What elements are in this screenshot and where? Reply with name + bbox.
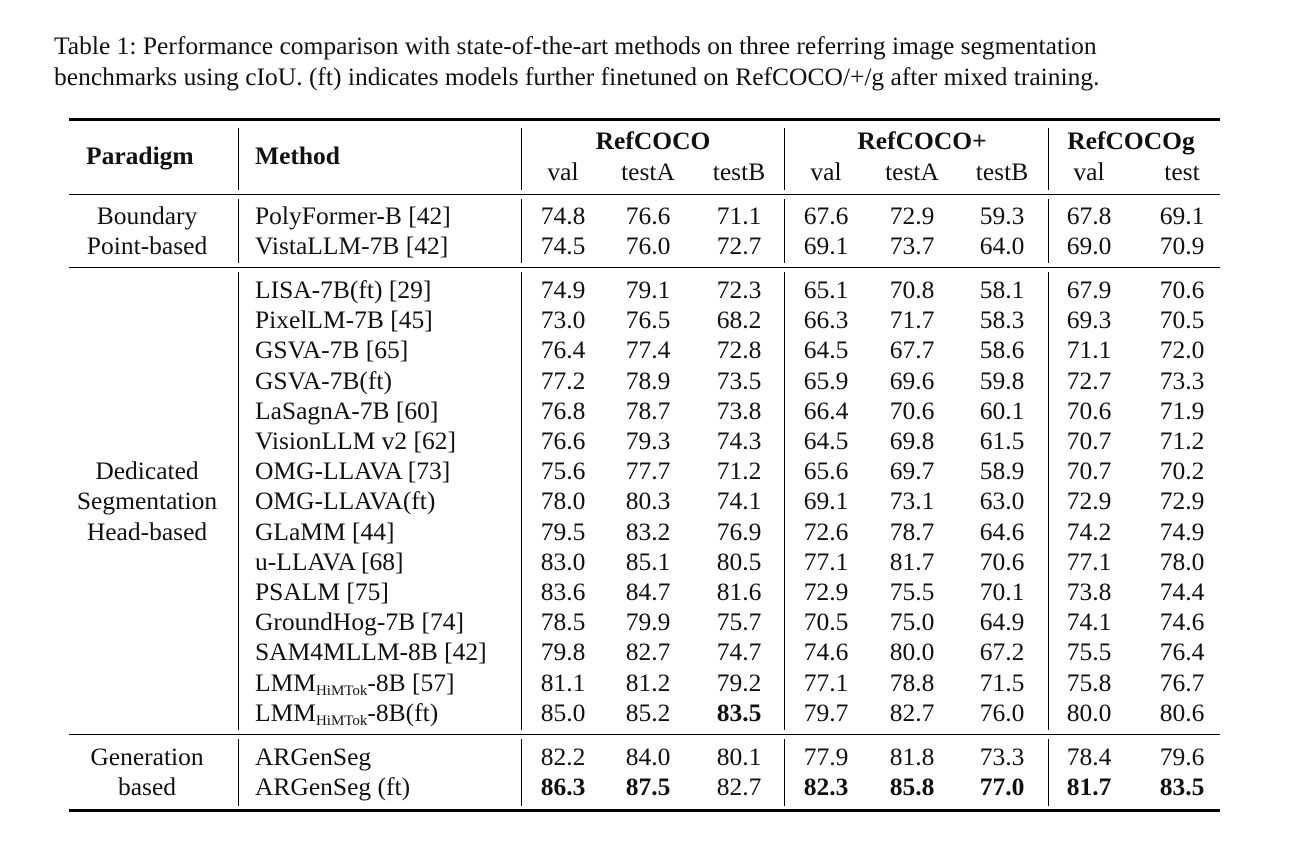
- table-cell: 83.6: [540, 577, 586, 606]
- table-cell: 71.2: [1159, 426, 1205, 455]
- table-cell: 74.6: [803, 637, 849, 667]
- table-cell: 80.0: [889, 637, 935, 667]
- table-cell: 80.5: [716, 546, 762, 576]
- paradigm-label: Point-based: [86, 231, 208, 261]
- caption-line-2: benchmarks using cIoU. (ft) indicates models further finetuned on RefCOCO/+/g after mixed training.: [54, 62, 1100, 91]
- table-cell: 79.7: [803, 697, 849, 727]
- method-name-subscript: HiMTok: [315, 682, 368, 699]
- table-cell: 81.6: [716, 577, 762, 606]
- column-divider-segment: [521, 739, 522, 806]
- table-cell: 72.7: [1066, 365, 1112, 395]
- paradigm-label: Segmentation: [76, 486, 218, 516]
- table-cell: 67.9: [1066, 275, 1112, 304]
- table-cell: 80.0: [1066, 697, 1112, 727]
- table-cell: 77.9: [803, 742, 849, 771]
- column-divider-segment: [1048, 199, 1049, 263]
- table-cell: 85.1: [625, 546, 671, 576]
- table-cell: 75.8: [1066, 667, 1112, 697]
- column-divider-segment: [1048, 272, 1049, 730]
- table-cell: 76.9: [716, 516, 762, 546]
- method-name-suffix: -8B [57]: [367, 667, 455, 697]
- table-cell: 72.0: [1159, 335, 1205, 365]
- table-cell: 67.8: [1066, 201, 1112, 230]
- table-cell: 75.5: [889, 577, 935, 606]
- paradigm-label: Dedicated: [95, 456, 199, 486]
- table-cell: 75.5: [1066, 637, 1112, 667]
- table-cell: 71.9: [1159, 395, 1205, 425]
- subheader-1: testA: [621, 157, 675, 186]
- table-cell: 72.9: [889, 201, 935, 230]
- table-cell: 72.3: [716, 275, 762, 304]
- column-divider-segment: [784, 739, 785, 806]
- table-cell: 79.5: [540, 516, 586, 546]
- table-cell: 76.6: [625, 201, 671, 230]
- table-cell: 70.5: [803, 607, 849, 637]
- header-rule: [69, 194, 1220, 195]
- table-cell: 69.6: [889, 365, 935, 395]
- table-cell: 70.6: [889, 395, 935, 425]
- table-cell: 77.4: [625, 335, 671, 365]
- column-divider-segment: [1048, 128, 1049, 190]
- table-cell: 69.1: [803, 231, 849, 261]
- method-name: LaSagnA-7B [60]: [255, 395, 439, 425]
- column-divider-segment: [784, 199, 785, 263]
- table-cell: 64.9: [979, 607, 1025, 637]
- method-name: [255, 668, 455, 698]
- table-cell: 74.2: [1066, 516, 1112, 546]
- method-name: PSALM [75]: [255, 577, 389, 606]
- table-cell: 72.9: [803, 577, 849, 606]
- column-divider-segment: [784, 128, 785, 190]
- table-cell: 59.3: [979, 201, 1025, 230]
- table-cell: 84.0: [625, 742, 671, 771]
- table-cell: 78.0: [540, 486, 586, 516]
- table-cell: 66.4: [803, 395, 849, 425]
- table-cell: 60.1: [979, 395, 1025, 425]
- table-cell: 74.5: [540, 231, 586, 261]
- table-cell: 81.7: [1066, 772, 1112, 802]
- paradigm-label: Head-based: [86, 516, 208, 546]
- table-cell: 75.0: [889, 607, 935, 637]
- table-cell: 73.8: [1066, 577, 1112, 606]
- table-cell: 82.7: [625, 637, 671, 667]
- table-cell: 78.4: [1066, 742, 1112, 771]
- table-cell: 71.1: [716, 201, 762, 230]
- table-cell: 78.8: [889, 667, 935, 697]
- column-divider-segment: [238, 128, 239, 190]
- table-cell: 67.2: [979, 637, 1025, 667]
- column-divider-segment: [238, 739, 239, 806]
- paradigm-label: based: [117, 772, 177, 802]
- table-cell: 71.7: [889, 305, 935, 335]
- table-cell: 78.7: [889, 516, 935, 546]
- subheader-4: testA: [885, 157, 939, 186]
- table-cell: 82.3: [803, 772, 849, 802]
- method-name: GSVA-7B [65]: [255, 335, 409, 365]
- table-cell: 85.8: [889, 772, 935, 802]
- table-cell: 71.2: [716, 456, 762, 486]
- table-cell: 76.4: [1159, 637, 1205, 667]
- table-cell: 76.5: [625, 305, 671, 335]
- method-name: VisionLLM v2 [62]: [255, 426, 457, 455]
- table-cell: 85.0: [540, 697, 586, 727]
- method-name: SAM4MLLM-8B [42]: [255, 637, 487, 667]
- method-name-suffix: -8B(ft): [367, 697, 439, 727]
- table-cell: 76.0: [979, 697, 1025, 727]
- method-name: OMG-LLAVA(ft): [255, 486, 436, 516]
- method-name: ARGenSeg (ft): [255, 772, 411, 802]
- table-cell: 71.5: [979, 667, 1025, 697]
- table-cell: 65.1: [803, 275, 849, 304]
- table-cell: 74.8: [540, 201, 586, 230]
- table-cell: 72.6: [803, 516, 849, 546]
- table-cell: 68.2: [716, 305, 762, 335]
- table-cell: 84.7: [625, 577, 671, 606]
- method-name: GLaMM [44]: [255, 516, 395, 546]
- table-cell: 65.6: [803, 456, 849, 486]
- table-cell: 73.1: [889, 486, 935, 516]
- method-name: OMG-LLAVA [73]: [255, 456, 451, 486]
- method-name-subscript: HiMTok: [315, 712, 368, 729]
- table-cell: 74.9: [540, 275, 586, 304]
- method-name: LISA-7B(ft) [29]: [255, 275, 432, 304]
- table-cell: 77.2: [540, 365, 586, 395]
- table-cell: 70.7: [1066, 456, 1112, 486]
- table-cell: 72.9: [1159, 486, 1205, 516]
- table-cell: 75.6: [540, 456, 586, 486]
- table-cell: 81.2: [625, 667, 671, 697]
- subheader-5: testB: [975, 157, 1029, 186]
- header-paradigm: Paradigm: [86, 141, 194, 170]
- method-name: PolyFormer-B [42]: [255, 201, 451, 230]
- table-cell: 77.7: [625, 456, 671, 486]
- table-cell: 77.1: [1066, 546, 1112, 576]
- subheader-3: val: [810, 157, 842, 186]
- method-name: VistaLLM-7B [42]: [255, 231, 449, 261]
- method-name: GroundHog-7B [74]: [255, 607, 464, 637]
- table-cell: 70.7: [1066, 426, 1112, 455]
- table-cell: 79.3: [625, 426, 671, 455]
- column-divider-segment: [238, 272, 239, 730]
- table-cell: 76.8: [540, 395, 586, 425]
- table-cell: 59.8: [979, 365, 1025, 395]
- table-cell: 73.7: [889, 231, 935, 261]
- table-cell: 79.8: [540, 637, 586, 667]
- table-cell: 81.7: [889, 546, 935, 576]
- table-cell: 74.4: [1159, 577, 1205, 606]
- table-cell: 72.9: [1066, 486, 1112, 516]
- subheader-0: val: [547, 157, 579, 186]
- table-cell: 69.8: [889, 426, 935, 455]
- subheader-7: test: [1164, 157, 1200, 186]
- table-cell: 75.7: [716, 607, 762, 637]
- table-cell: 81.8: [889, 742, 935, 771]
- subheader-2: testB: [712, 157, 766, 186]
- table-cell: 58.3: [979, 305, 1025, 335]
- table-cell: 83.5: [716, 697, 762, 727]
- table-cell: 64.6: [979, 516, 1025, 546]
- column-divider-segment: [238, 199, 239, 263]
- column-divider-segment: [1048, 739, 1049, 806]
- table-cell: 83.0: [540, 546, 586, 576]
- table-cell: 73.8: [716, 395, 762, 425]
- table-cell: 69.0: [1066, 231, 1112, 261]
- table-cell: 79.1: [625, 275, 671, 304]
- table-cell: 77.0: [979, 772, 1025, 802]
- table-cell: 69.1: [1159, 201, 1205, 230]
- table-cell: 74.1: [716, 486, 762, 516]
- table-cell: 69.1: [803, 486, 849, 516]
- caption-line-1: Table 1: Performance comparison with state-of-the-art methods on three referring image segmentation: [54, 31, 1097, 60]
- table-cell: 70.6: [979, 546, 1025, 576]
- table-cell: 65.9: [803, 365, 849, 395]
- table-cell: 70.6: [1066, 395, 1112, 425]
- table-cell: 74.9: [1159, 516, 1205, 546]
- top-rule: [69, 118, 1220, 121]
- table-cell: 85.2: [625, 697, 671, 727]
- table-cell: 74.1: [1066, 607, 1112, 637]
- table-cell: 58.9: [979, 456, 1025, 486]
- header-group-refcoco: RefCOCO: [595, 126, 711, 155]
- table-cell: 83.5: [1159, 772, 1205, 802]
- table-cell: 76.0: [625, 231, 671, 261]
- table-cell: 70.1: [979, 577, 1025, 606]
- header-method: Method: [255, 141, 340, 170]
- table-cell: 74.6: [1159, 607, 1205, 637]
- table-cell: 67.6: [803, 201, 849, 230]
- table-cell: 73.0: [540, 305, 586, 335]
- table-cell: 78.5: [540, 607, 586, 637]
- table-cell: 77.1: [803, 546, 849, 576]
- method-name: GSVA-7B(ft): [255, 365, 392, 395]
- table-cell: 69.3: [1066, 305, 1112, 335]
- table-cell: 71.1: [1066, 335, 1112, 365]
- table-cell: 58.1: [979, 275, 1025, 304]
- table-cell: 82.2: [540, 742, 586, 771]
- table-cell: 64.5: [803, 426, 849, 455]
- method-name: PixelLM-7B [45]: [255, 305, 433, 335]
- table-cell: 78.0: [1159, 546, 1205, 576]
- table-cell: 87.5: [625, 772, 671, 802]
- method-name: [255, 698, 438, 728]
- subheader-6: val: [1073, 157, 1105, 186]
- table-cell: 76.7: [1159, 667, 1205, 697]
- table-cell: 73.3: [1159, 365, 1205, 395]
- table-cell: 76.6: [540, 426, 586, 455]
- table-cell: 58.6: [979, 335, 1025, 365]
- section-rule-2: [69, 734, 1220, 735]
- table-cell: 66.3: [803, 305, 849, 335]
- table-cell: 78.7: [625, 395, 671, 425]
- column-divider-segment: [521, 272, 522, 730]
- table-cell: 77.1: [803, 667, 849, 697]
- table-cell: 69.7: [889, 456, 935, 486]
- table-cell: 72.8: [716, 335, 762, 365]
- method-name-base: LMM: [255, 667, 316, 697]
- table-cell: 70.9: [1159, 231, 1205, 261]
- table-caption: [54, 30, 1254, 92]
- table-cell: 83.2: [625, 516, 671, 546]
- header-group-refcocoplus: RefCOCO+: [857, 126, 987, 155]
- method-name: u-LLAVA [68]: [255, 546, 404, 576]
- table-cell: 79.9: [625, 607, 671, 637]
- table-cell: 80.3: [625, 486, 671, 516]
- section-rule-1: [69, 267, 1220, 268]
- table-cell: 80.1: [716, 742, 762, 771]
- table-cell: 76.4: [540, 335, 586, 365]
- table-cell: 70.8: [889, 275, 935, 304]
- table-cell: 74.7: [716, 637, 762, 667]
- table-cell: 64.0: [979, 231, 1025, 261]
- table-cell: 78.9: [625, 365, 671, 395]
- header-group-refcocog: RefCOCOg: [1067, 126, 1195, 155]
- table-cell: 70.5: [1159, 305, 1205, 335]
- table-cell: 82.7: [889, 697, 935, 727]
- table-cell: 73.3: [979, 742, 1025, 771]
- column-divider-segment: [521, 128, 522, 190]
- table-cell: 81.1: [540, 667, 586, 697]
- table-cell: 74.3: [716, 426, 762, 455]
- table-cell: 79.2: [716, 667, 762, 697]
- method-name: ARGenSeg: [255, 742, 372, 771]
- table-cell: 64.5: [803, 335, 849, 365]
- table-cell: 86.3: [540, 772, 586, 802]
- table-cell: 67.7: [889, 335, 935, 365]
- column-divider-segment: [521, 199, 522, 263]
- table-cell: 70.6: [1159, 275, 1205, 304]
- table-cell: 73.5: [716, 365, 762, 395]
- table-cell: 72.7: [716, 231, 762, 261]
- method-name-base: LMM: [255, 697, 316, 727]
- table-cell: 82.7: [716, 772, 762, 802]
- paradigm-label: Boundary: [96, 201, 198, 230]
- paradigm-label: Generation: [90, 742, 204, 771]
- column-divider-segment: [784, 272, 785, 730]
- table-cell: 79.6: [1159, 742, 1205, 771]
- table-cell: 63.0: [979, 486, 1025, 516]
- table-cell: 80.6: [1159, 697, 1205, 727]
- bottom-rule: [69, 809, 1220, 812]
- table-cell: 61.5: [979, 426, 1025, 455]
- table-cell: 70.2: [1159, 456, 1205, 486]
